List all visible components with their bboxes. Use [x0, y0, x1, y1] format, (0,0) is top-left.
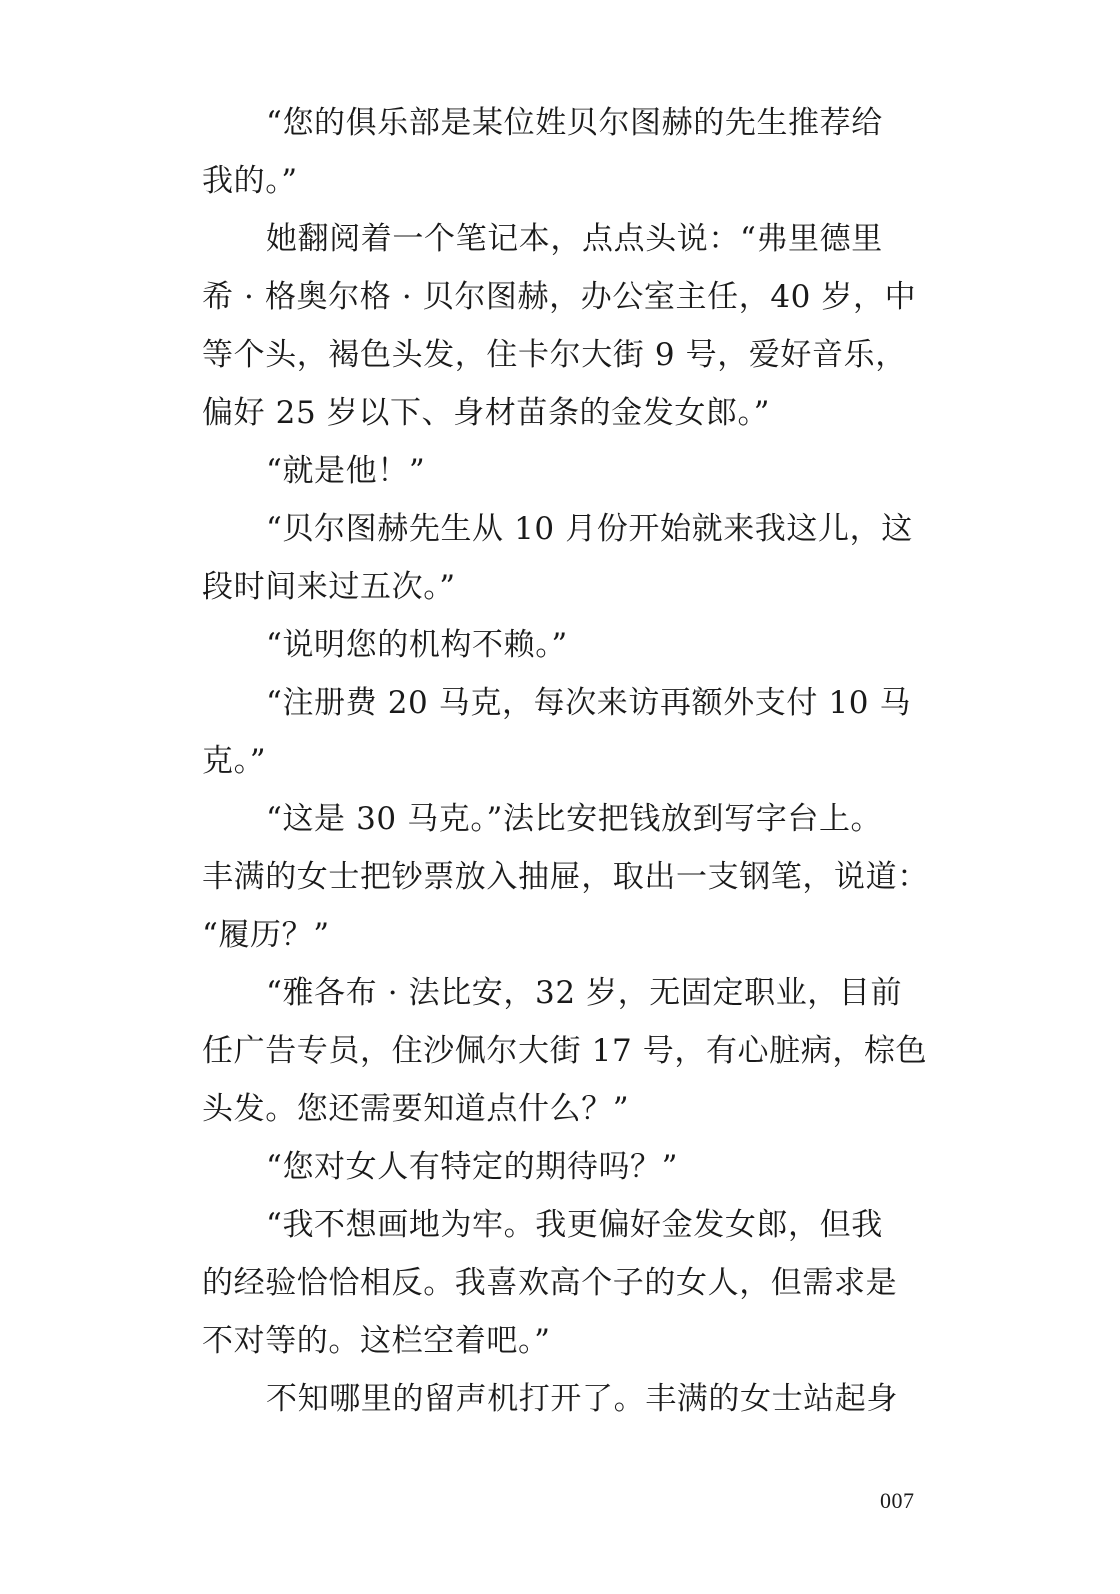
paragraph — [202, 790, 929, 964]
text-line: 不知哪里的留声机打开了。丰满的女士站起身 — [266, 1381, 898, 1417]
paragraph — [202, 674, 918, 790]
text-line: 克。” — [202, 743, 267, 779]
text-line: “说明您的机构不赖。” — [266, 627, 568, 663]
paragraph — [202, 1138, 918, 1196]
text-line: 她翻阅着一个笔记本，点点头说：“弗里德里 — [266, 221, 883, 257]
text-line: 偏好 25 岁以下、身材苗条的金发女郎。” — [202, 395, 771, 431]
text-line: 我的。” — [202, 163, 298, 199]
text-line: 头发。您还需要知道点什么？” — [202, 1091, 630, 1127]
text-line: 的经验恰恰相反。我喜欢高个子的女人，但需求是 — [202, 1265, 898, 1301]
text-line: “贝尔图赫先生从 10 月份开始就来我这儿，这 — [266, 511, 913, 547]
paragraph — [202, 1196, 918, 1370]
paragraph — [202, 964, 928, 1138]
text-line: “就是他！” — [266, 453, 426, 489]
text-line: “我不想画地为牢。我更偏好金发女郎，但我 — [266, 1207, 883, 1243]
text-line: “您对女人有特定的期待吗？” — [266, 1149, 679, 1185]
paragraph — [202, 616, 918, 674]
text-line: “这是 30 马克。”法比安把钱放到写字台上。 — [266, 801, 883, 837]
text-line: 任广告专员，住沙佩尔大街 17 号，有心脏病，棕色 — [202, 1033, 928, 1069]
paragraph — [202, 1370, 918, 1428]
page-body — [202, 94, 929, 1428]
paragraph — [202, 94, 918, 210]
paragraph — [202, 500, 918, 616]
text-line: 希 · 格奥尔格 · 贝尔图赫，办公室主任，40 岁，中 — [202, 279, 917, 315]
text-line: 不对等的。这栏空着吧。” — [202, 1323, 551, 1359]
text-line: 丰满的女士把钞票放入抽屉，取出一支钢笔，说道： — [202, 859, 929, 895]
text-line: “注册费 20 马克，每次来访再额外支付 10 马 — [266, 685, 912, 721]
paragraph — [202, 210, 918, 442]
text-line: “履历？” — [202, 917, 330, 953]
text-line: 段时间来过五次。” — [202, 569, 456, 605]
text-line: “您的俱乐部是某位姓贝尔图赫的先生推荐给 — [266, 105, 883, 141]
text-line: 等个头，褐色头发，住卡尔大街 9 号，爱好音乐， — [202, 337, 907, 373]
paragraph — [202, 442, 918, 500]
text-line: “雅各布 · 法比安，32 岁，无固定职业，目前 — [266, 975, 903, 1011]
page-number: 007 — [880, 1488, 915, 1513]
